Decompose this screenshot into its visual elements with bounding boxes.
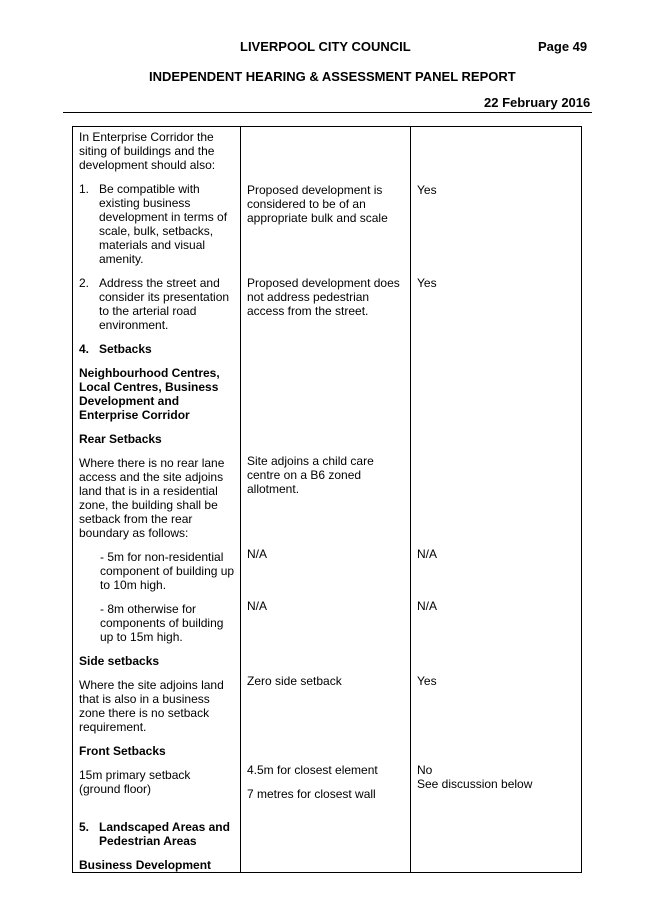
control-text: - 5m for non-residential component of building up to 10m high. bbox=[100, 550, 235, 592]
table-row bbox=[73, 127, 582, 873]
compliance-table bbox=[72, 126, 582, 873]
report-title: INDEPENDENT HEARING & ASSESSMENT PANEL REPORT bbox=[149, 69, 516, 84]
complies-value: Yes bbox=[417, 183, 437, 197]
zones-heading: Neighbourhood Centres, Local Centres, Business Development and Enterprise Corridor bbox=[79, 366, 220, 422]
proposal-text: Zero side setback bbox=[247, 674, 342, 688]
control-text: - 8m otherwise for components of building up to 15m high. bbox=[100, 602, 224, 644]
proposal-text: N/A bbox=[247, 599, 268, 613]
subheading: Front Setbacks bbox=[79, 744, 166, 758]
council-name: LIVERPOOL CITY COUNCIL bbox=[240, 39, 411, 54]
item-number: 1. bbox=[79, 182, 90, 196]
control-text: Where there is no rear lane access and the site adjoins land that is in a residential zone, the building shall be setback from the rear boundary as follows: bbox=[79, 456, 225, 540]
proposal-text: 4.5m for closest element bbox=[247, 763, 378, 777]
proposal-text: Proposed development is considered to be of an appropriate bulk and scale bbox=[247, 183, 388, 225]
page-number: Page 49 bbox=[538, 39, 588, 54]
numbered-item bbox=[79, 276, 235, 332]
header-divider bbox=[63, 112, 592, 113]
report-date: 22 February 2016 bbox=[484, 95, 591, 110]
proposal-text: Proposed development does not address pedestrian access from the street. bbox=[247, 276, 400, 318]
subheading: Business Development bbox=[79, 858, 212, 872]
item-text: Address the street and consider its presentation to the arterial road environment. bbox=[99, 276, 230, 332]
proposal-cell bbox=[241, 127, 411, 873]
complies-value: Yes bbox=[417, 276, 437, 290]
subheading: Rear Setbacks bbox=[79, 432, 162, 446]
complies-value: N/A bbox=[417, 547, 438, 561]
item-text: Be compatible with existing business development in terms of scale, bulk, setbacks, materials and visual amenity. bbox=[99, 182, 228, 266]
complies-cell bbox=[411, 127, 582, 873]
section-heading: 5. Landscaped Areas and Pedestrian Areas bbox=[79, 820, 230, 848]
proposal-text: 7 metres for closest wall bbox=[247, 787, 376, 801]
numbered-item bbox=[79, 182, 235, 266]
complies-value: Yes bbox=[417, 674, 437, 688]
proposal-text: Site adjoins a child care centre on a B6 zoned allotment. bbox=[247, 454, 374, 496]
complies-value: N/A bbox=[417, 599, 438, 613]
item-number: 2. bbox=[79, 276, 90, 290]
control-text: 15m primary setback (ground floor) bbox=[79, 768, 191, 796]
section-heading: 4. Setbacks bbox=[79, 342, 152, 356]
control-cell bbox=[73, 127, 241, 873]
complies-value: No bbox=[417, 763, 433, 777]
control-text: Where the site adjoins land that is also in a business zone there is no setback requirement. bbox=[79, 678, 224, 734]
subheading: Side setbacks bbox=[79, 654, 160, 668]
intro-text: In Enterprise Corridor the siting of buildings and the development should also: bbox=[79, 130, 216, 172]
proposal-text: N/A bbox=[247, 547, 268, 561]
complies-value: See discussion below bbox=[417, 777, 533, 791]
